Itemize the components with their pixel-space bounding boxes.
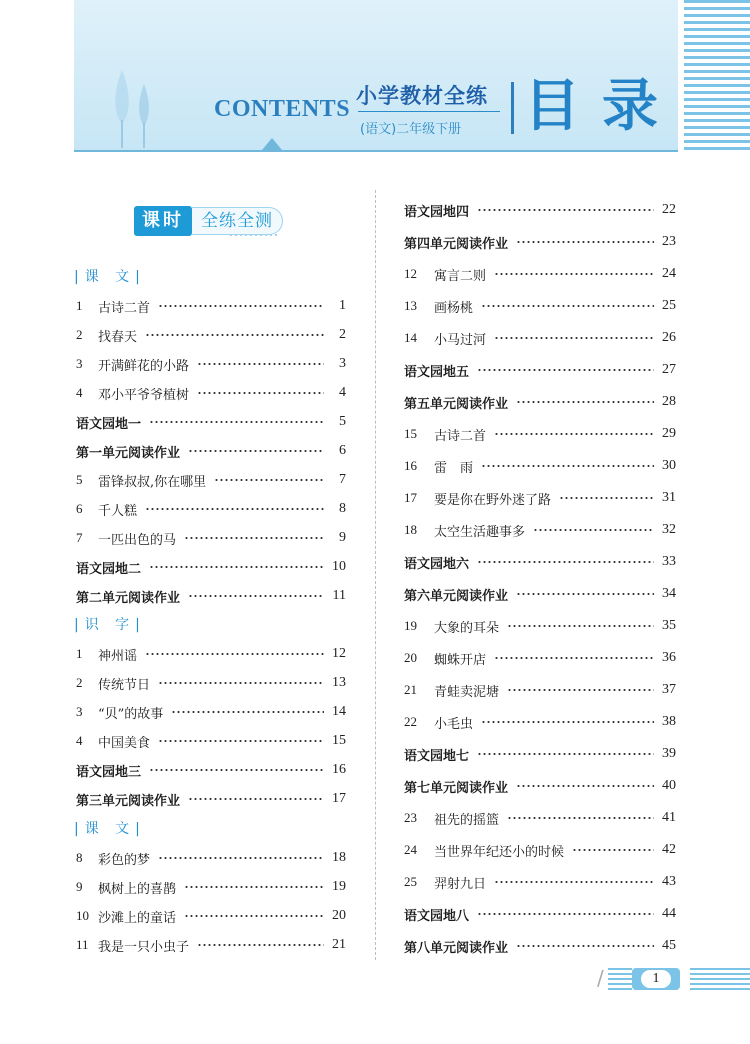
toc-dot-leader bbox=[188, 595, 324, 597]
badge-label-left: 课时 bbox=[134, 206, 192, 236]
toc-dot-leader bbox=[559, 497, 654, 499]
grade-subtitle: (语文)二年级下册 bbox=[360, 122, 462, 137]
toc-entry-title: 一匹出色的马 bbox=[98, 532, 177, 548]
toc-entry-page: 3 bbox=[339, 356, 346, 371]
toc-entry-page: 1 bbox=[339, 298, 346, 313]
toc-entry-page: 15 bbox=[332, 733, 346, 748]
toc-entry-title: 羿射九日 bbox=[434, 876, 487, 892]
toc-entry-page: 43 bbox=[662, 874, 676, 889]
toc-entry-title: 语文园地一 bbox=[76, 416, 142, 432]
footer-stripes-right bbox=[690, 968, 750, 992]
toc-entry-page: 32 bbox=[662, 522, 676, 537]
toc-dot-leader bbox=[494, 881, 654, 883]
toc-dot-leader bbox=[158, 305, 324, 307]
toc-entry[interactable] bbox=[76, 441, 346, 461]
toc-entry[interactable] bbox=[76, 383, 346, 403]
toc-entry[interactable] bbox=[76, 586, 346, 606]
toc-entry[interactable] bbox=[404, 488, 676, 508]
toc-entry-number: 10 bbox=[76, 908, 89, 923]
toc-entry-page: 14 bbox=[332, 704, 346, 719]
toc-dot-leader bbox=[494, 273, 654, 275]
toc-dot-leader bbox=[494, 337, 654, 339]
toc-entry-page: 9 bbox=[339, 530, 346, 545]
toc-entry-page: 5 bbox=[339, 414, 346, 429]
series-underline bbox=[358, 111, 500, 112]
toc-entry-title: 彩色的梦 bbox=[98, 852, 151, 868]
toc-entry-page: 11 bbox=[332, 588, 346, 603]
toc-entry-page: 24 bbox=[662, 266, 676, 281]
toc-entry-title: 中国美食 bbox=[98, 735, 151, 751]
toc-entry[interactable] bbox=[404, 296, 676, 316]
toc-entry-page: 38 bbox=[662, 714, 676, 729]
toc-entry[interactable] bbox=[76, 296, 346, 316]
toc-dot-leader bbox=[149, 566, 324, 568]
toc-entry[interactable] bbox=[76, 644, 346, 664]
toc-entry-page: 10 bbox=[332, 559, 346, 574]
toc-entry[interactable] bbox=[404, 584, 676, 604]
toc-entry[interactable] bbox=[76, 935, 346, 955]
toc-entry-title: 第六单元阅读作业 bbox=[404, 588, 509, 604]
toc-entry-page: 44 bbox=[662, 906, 676, 921]
toc-entry[interactable] bbox=[404, 520, 676, 540]
toc-dot-leader bbox=[145, 334, 324, 336]
toc-entry-number: 12 bbox=[404, 266, 417, 281]
section-heading-kewen-1: |课 文| bbox=[74, 269, 146, 285]
toc-entry-page: 27 bbox=[662, 362, 676, 377]
toc-entry-number: 4 bbox=[76, 733, 83, 748]
toc-entry-page: 42 bbox=[662, 842, 676, 857]
toc-dot-leader bbox=[197, 363, 324, 365]
toc-entry-title: 画杨桃 bbox=[434, 300, 474, 316]
toc-entry[interactable] bbox=[404, 840, 676, 860]
toc-dot-leader bbox=[188, 798, 324, 800]
toc-entry[interactable] bbox=[404, 200, 676, 220]
toc-entry-title: 雷 雨 bbox=[434, 460, 474, 476]
toc-entry-title: 第三单元阅读作业 bbox=[76, 793, 181, 809]
toc-dot-leader bbox=[158, 682, 324, 684]
toc-dot-leader bbox=[481, 305, 654, 307]
toc-entry-number: 2 bbox=[76, 327, 83, 342]
page-number-badge bbox=[632, 968, 680, 990]
toc-dot-leader bbox=[516, 241, 654, 243]
toc-entry-number: 5 bbox=[76, 472, 83, 487]
header-notch bbox=[262, 138, 282, 150]
toc-entry[interactable] bbox=[404, 552, 676, 572]
toc-entry[interactable] bbox=[76, 412, 346, 432]
toc-entry-page: 26 bbox=[662, 330, 676, 345]
toc-entry-page: 4 bbox=[339, 385, 346, 400]
toc-entry-title: 沙滩上的童话 bbox=[98, 910, 177, 926]
toc-entry-title: 传统节日 bbox=[98, 677, 151, 693]
toc-entry[interactable] bbox=[76, 848, 346, 868]
toc-entry[interactable] bbox=[404, 776, 676, 796]
toc-entry[interactable] bbox=[404, 360, 676, 380]
toc-entry[interactable] bbox=[76, 877, 346, 897]
section-heading-shizi: |识 字| bbox=[74, 617, 146, 633]
footer-stripes-left bbox=[608, 968, 632, 992]
toc-entry-page: 8 bbox=[339, 501, 346, 516]
toc-entry-number: 2 bbox=[76, 675, 83, 690]
toc-entry-title: 找春天 bbox=[98, 329, 138, 345]
toc-dot-leader bbox=[516, 593, 654, 595]
toc-entry-number: 23 bbox=[404, 810, 417, 825]
toc-entry-title: 第五单元阅读作业 bbox=[404, 396, 509, 412]
toc-entry-title: “贝”的故事 bbox=[98, 706, 164, 722]
toc-entry[interactable] bbox=[76, 557, 346, 577]
toc-entry-page: 7 bbox=[339, 472, 346, 487]
toc-entry-number: 20 bbox=[404, 650, 417, 665]
toc-entry[interactable] bbox=[404, 232, 676, 252]
toc-entry-page: 30 bbox=[662, 458, 676, 473]
toc-entry-number: 1 bbox=[76, 298, 83, 313]
toc-entry-title: 第七单元阅读作业 bbox=[404, 780, 509, 796]
toc-dot-leader bbox=[184, 537, 324, 539]
toc-dot-leader bbox=[481, 465, 654, 467]
toc-entry-number: 13 bbox=[404, 298, 417, 313]
toc-entry[interactable] bbox=[76, 702, 346, 722]
toc-dot-leader bbox=[184, 886, 324, 888]
toc-dot-leader bbox=[477, 209, 654, 211]
toc-dot-leader bbox=[145, 653, 324, 655]
toc-dot-leader bbox=[494, 433, 654, 435]
toc-entry-number: 8 bbox=[76, 850, 83, 865]
toc-entry-title: 太空生活趣事多 bbox=[434, 524, 526, 540]
toc-entry-page: 37 bbox=[662, 682, 676, 697]
toc-entry-title: 开满鲜花的小路 bbox=[98, 358, 190, 374]
toc-entry-page: 17 bbox=[332, 791, 346, 806]
toc-entry-page: 31 bbox=[662, 490, 676, 505]
toc-entry-title: 千人糕 bbox=[98, 503, 138, 519]
toc-dot-leader bbox=[145, 508, 324, 510]
tree-illustration bbox=[100, 50, 170, 150]
toc-entry-title: 语文园地四 bbox=[404, 204, 470, 220]
toc-entry-page: 45 bbox=[662, 938, 676, 953]
toc-entry[interactable] bbox=[76, 470, 346, 490]
toc-entry-title: 第二单元阅读作业 bbox=[76, 590, 181, 606]
toc-entry-number: 11 bbox=[76, 937, 89, 952]
toc-entry[interactable] bbox=[404, 424, 676, 444]
toc-entry-number: 24 bbox=[404, 842, 417, 857]
toc-dot-leader bbox=[188, 450, 324, 452]
toc-entry-title: 第一单元阅读作业 bbox=[76, 445, 181, 461]
toc-entry-title: 邓小平爷爷植树 bbox=[98, 387, 190, 403]
toc-dot-leader bbox=[158, 740, 324, 742]
toc-entry-title: 语文园地八 bbox=[404, 908, 470, 924]
toc-dot-leader bbox=[149, 769, 324, 771]
toc-entry-page: 41 bbox=[662, 810, 676, 825]
toc-dot-leader bbox=[507, 817, 654, 819]
header-stripes bbox=[684, 0, 750, 150]
toc-entry-page: 6 bbox=[339, 443, 346, 458]
toc-entry-number: 15 bbox=[404, 426, 417, 441]
toc-entry[interactable] bbox=[404, 872, 676, 892]
toc-entry-title: 枫树上的喜鹊 bbox=[98, 881, 177, 897]
toc-dot-leader bbox=[158, 857, 324, 859]
contents-word: CONTENTS bbox=[214, 96, 351, 122]
toc-entry[interactable] bbox=[76, 789, 346, 809]
toc-entry-number: 6 bbox=[76, 501, 83, 516]
toc-entry[interactable] bbox=[404, 680, 676, 700]
badge-dots bbox=[230, 234, 280, 236]
toc-dot-leader bbox=[516, 945, 654, 947]
toc-entry-title: 语文园地二 bbox=[76, 561, 142, 577]
title-separator bbox=[511, 82, 514, 134]
toc-entry[interactable] bbox=[404, 264, 676, 284]
toc-entry-title: 小毛虫 bbox=[434, 716, 474, 732]
toc-entry-title: 雷锋叔叔,你在哪里 bbox=[98, 474, 207, 490]
toc-dot-leader bbox=[149, 421, 324, 423]
toc-dot-leader bbox=[572, 849, 654, 851]
toc-entry[interactable] bbox=[76, 673, 346, 693]
toc-entry-number: 21 bbox=[404, 682, 417, 697]
section-badge bbox=[134, 206, 284, 236]
toc-dot-leader bbox=[533, 529, 654, 531]
toc-entry-number: 4 bbox=[76, 385, 83, 400]
toc-entry[interactable] bbox=[76, 325, 346, 345]
toc-entry-number: 17 bbox=[404, 490, 417, 505]
toc-dot-leader bbox=[516, 401, 654, 403]
toc-entry[interactable] bbox=[76, 906, 346, 926]
toc-entry-page: 20 bbox=[332, 908, 346, 923]
toc-entry-page: 22 bbox=[662, 202, 676, 217]
column-divider bbox=[375, 190, 376, 960]
toc-dot-leader bbox=[477, 561, 654, 563]
toc-entry-number: 16 bbox=[404, 458, 417, 473]
toc-entry-number: 9 bbox=[76, 879, 83, 894]
toc-entry-page: 18 bbox=[332, 850, 346, 865]
toc-dot-leader bbox=[197, 392, 324, 394]
toc-entry-number: 19 bbox=[404, 618, 417, 633]
toc-entry[interactable] bbox=[404, 712, 676, 732]
page-number: 1 bbox=[641, 970, 671, 988]
toc-entry[interactable] bbox=[76, 528, 346, 548]
toc-entry-number: 25 bbox=[404, 874, 417, 889]
toc-entry[interactable] bbox=[404, 744, 676, 764]
toc-entry-title: 大象的耳朵 bbox=[434, 620, 500, 636]
toc-dot-leader bbox=[477, 753, 654, 755]
toc-dot-leader bbox=[494, 657, 654, 659]
toc-entry[interactable] bbox=[404, 616, 676, 636]
toc-entry-title: 语文园地五 bbox=[404, 364, 470, 380]
toc-dot-leader bbox=[516, 785, 654, 787]
toc-entry-title: 神州谣 bbox=[98, 648, 138, 664]
header-rule bbox=[74, 150, 678, 152]
toc-entry-page: 39 bbox=[662, 746, 676, 761]
toc-entry-title: 寓言二则 bbox=[434, 268, 487, 284]
toc-dot-leader bbox=[171, 711, 324, 713]
toc-entry-page: 34 bbox=[662, 586, 676, 601]
toc-dot-leader bbox=[477, 369, 654, 371]
toc-entry-number: 3 bbox=[76, 356, 83, 371]
toc-entry[interactable] bbox=[76, 354, 346, 374]
toc-entry-title: 语文园地三 bbox=[76, 764, 142, 780]
toc-entry-page: 12 bbox=[332, 646, 346, 661]
toc-entry-page: 35 bbox=[662, 618, 676, 633]
toc-dot-leader bbox=[507, 625, 654, 627]
toc-entry-page: 40 bbox=[662, 778, 676, 793]
toc-entry-page: 19 bbox=[332, 879, 346, 894]
toc-entry-number: 18 bbox=[404, 522, 417, 537]
toc-entry[interactable] bbox=[76, 760, 346, 780]
toc-entry-page: 23 bbox=[662, 234, 676, 249]
footer-slash: / bbox=[597, 966, 604, 990]
toc-entry[interactable] bbox=[404, 648, 676, 668]
toc-entry-title: 语文园地六 bbox=[404, 556, 470, 572]
toc-entry-title: 古诗二首 bbox=[434, 428, 487, 444]
toc-entry-number: 22 bbox=[404, 714, 417, 729]
toc-entry-title: 要是你在野外迷了路 bbox=[434, 492, 552, 508]
toc-entry-page: 13 bbox=[332, 675, 346, 690]
toc-entry[interactable] bbox=[404, 904, 676, 924]
toc-entry-number: 1 bbox=[76, 646, 83, 661]
toc-entry[interactable] bbox=[404, 456, 676, 476]
toc-entry[interactable] bbox=[404, 808, 676, 828]
toc-entry-page: 36 bbox=[662, 650, 676, 665]
toc-entry-page: 33 bbox=[662, 554, 676, 569]
toc-entry-title: 第八单元阅读作业 bbox=[404, 940, 509, 956]
toc-entry[interactable] bbox=[76, 499, 346, 519]
toc-entry-title: 蜘蛛开店 bbox=[434, 652, 487, 668]
toc-entry-title: 青蛙卖泥塘 bbox=[434, 684, 500, 700]
toc-entry-title: 小马过河 bbox=[434, 332, 487, 348]
toc-entry[interactable] bbox=[404, 328, 676, 348]
toc-entry-title: 祖先的摇篮 bbox=[434, 812, 500, 828]
toc-entry[interactable] bbox=[404, 936, 676, 956]
toc-entry-page: 28 bbox=[662, 394, 676, 409]
page-title: 目录 bbox=[524, 74, 680, 139]
toc-entry-title: 第四单元阅读作业 bbox=[404, 236, 509, 252]
toc-entry-title: 我是一只小虫子 bbox=[98, 939, 190, 955]
toc-entry-page: 29 bbox=[662, 426, 676, 441]
toc-dot-leader bbox=[477, 913, 654, 915]
toc-dot-leader bbox=[481, 721, 654, 723]
toc-entry-title: 古诗二首 bbox=[98, 300, 151, 316]
section-heading-kewen-2: |课 文| bbox=[74, 821, 146, 837]
toc-entry-number: 3 bbox=[76, 704, 83, 719]
toc-entry-title: 语文园地七 bbox=[404, 748, 470, 764]
toc-entry-page: 21 bbox=[332, 937, 346, 952]
toc-entry-page: 16 bbox=[332, 762, 346, 777]
series-title: 小学教材全练 bbox=[356, 84, 488, 108]
toc-entry[interactable] bbox=[404, 392, 676, 412]
toc-entry-page: 25 bbox=[662, 298, 676, 313]
toc-entry-number: 14 bbox=[404, 330, 417, 345]
toc-dot-leader bbox=[214, 479, 324, 481]
toc-entry-page: 2 bbox=[339, 327, 346, 342]
badge-label-right: 全练全测 bbox=[192, 207, 283, 235]
toc-dot-leader bbox=[197, 944, 324, 946]
toc-dot-leader bbox=[507, 689, 654, 691]
toc-entry-title: 当世界年纪还小的时候 bbox=[434, 844, 565, 860]
toc-entry-number: 7 bbox=[76, 530, 83, 545]
toc-entry[interactable] bbox=[76, 731, 346, 751]
toc-dot-leader bbox=[184, 915, 324, 917]
